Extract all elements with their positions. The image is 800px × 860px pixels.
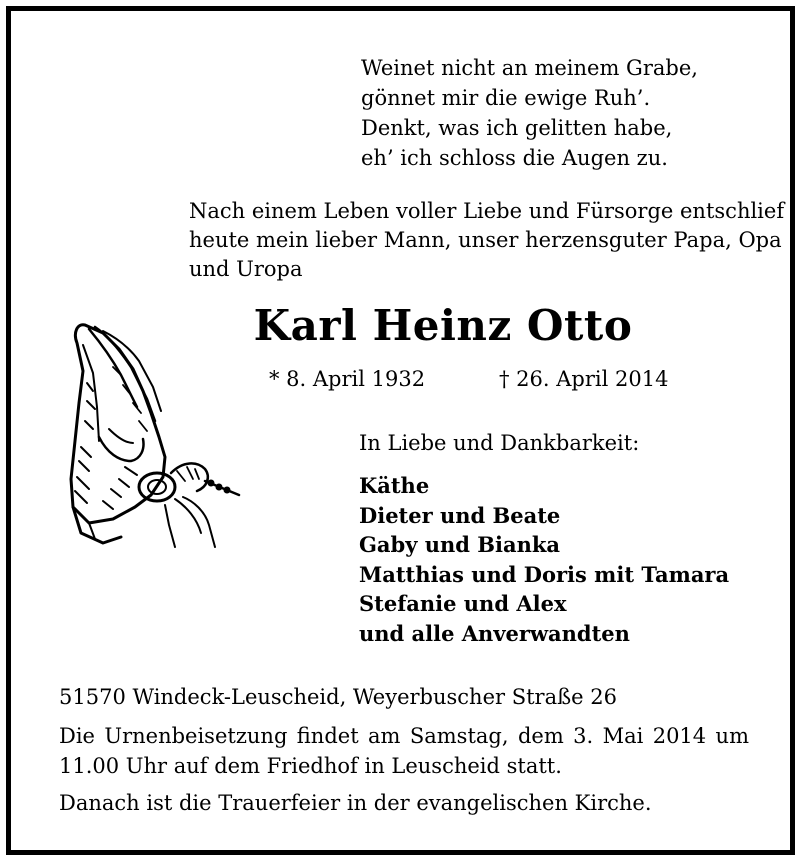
family-address: 51570 Windeck-Leuscheid, Weyerbuscher Straße 26	[59, 685, 617, 709]
poem-line: Weinet nicht an meinem Grabe,	[361, 56, 698, 80]
mourner-name: Dieter und Beate	[359, 502, 561, 528]
notice-frame	[6, 6, 795, 855]
mourner-name: Gaby und Bianka	[359, 532, 561, 557]
birth-date: * 8. April 1932	[269, 367, 426, 391]
death-date: † 26. April 2014	[499, 367, 669, 391]
poem-line: gönnet mir die ewige Ruh’.	[361, 86, 651, 110]
funeral-info: Die Urnenbeisetzung findet am Samstag, dem 3. Mai 2014 um 11.00 Uhr auf dem Friedhof in Leuscheid statt.	[59, 724, 749, 778]
poem-line: eh’ ich schloss die Augen zu.	[361, 146, 668, 170]
mourner-name: Käthe	[359, 473, 430, 498]
mourner-name: Matthias und Doris mit Tamara	[359, 561, 730, 587]
intro-text	[189, 197, 785, 284]
mourners-heading: In Liebe und Dankbarkeit:	[359, 431, 640, 455]
memorial-service-info: Danach ist die Trauerfeier in der evangelischen Kirche.	[59, 791, 652, 815]
intro-line: Nach einem Leben voller Liebe und Fürsorge entschlief	[189, 199, 785, 223]
poem	[361, 53, 698, 173]
intro-line: und Uropa	[189, 257, 303, 281]
poem-line: Denkt, was ich gelitten habe,	[361, 116, 673, 140]
mourners-list	[359, 471, 729, 648]
mourner-name: und alle Anverwandten	[359, 620, 630, 646]
intro-line: heute mein lieber Mann, unser herzensguter Papa, Opa	[189, 228, 782, 252]
mourner-name: Stefanie und Alex	[359, 591, 567, 616]
deceased-name: Karl Heinz Otto	[253, 301, 633, 350]
